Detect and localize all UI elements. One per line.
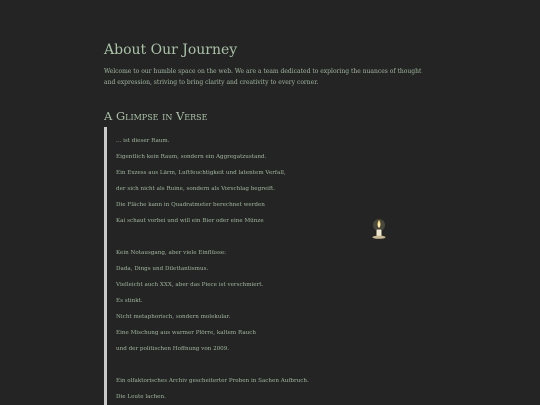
verse-line: Ein olfaktorisches Archiv gescheiterter Proben in Sachen Aufbruch.	[116, 378, 309, 384]
verse-line: Nicht metaphorisch, sondern molekular.	[116, 314, 231, 320]
verse-line: Kein Notausgang, aber viele Einflüsse:	[116, 250, 227, 256]
verse-line: und der politischen Hoffnung von 2009.	[116, 346, 230, 352]
verse-line-blank	[116, 229, 407, 245]
verse-section-title: A Glimpse in Verse	[104, 109, 208, 123]
verse-line: Die Leute lachen.	[116, 394, 166, 400]
verse-line: Eigentlich kein Raum, sondern ein Aggregatzustand.	[116, 154, 267, 160]
verse-line: Eine Mischung aus warmer Plörre, kaltem Rauch	[116, 330, 257, 336]
candle-icon	[370, 218, 388, 240]
verse-blockquote	[104, 127, 407, 405]
verse-line: Vielleicht auch XXX, aber das Piece ist verschmiert.	[116, 282, 264, 288]
verse-line: der sich nicht als Ruine, sondern als Vorschlag begreift.	[116, 186, 276, 192]
about-text: Welcome to our humble space on the web. We are a team dedicated to exploring the nuances of thought and expression, striving to bring clarity and creativity to every corner.	[104, 68, 422, 86]
verse-line: Dada, Dings und Dilettantismus.	[116, 266, 209, 272]
verse-line: Kai schaut vorbei und will ein Bier oder eine Münze	[116, 218, 264, 224]
verse-line: Es stinkt.	[116, 298, 143, 304]
verse-line-blank	[116, 357, 407, 373]
verse-line: Die Fläche kann in Quadratmeter berechnet werden	[116, 202, 265, 208]
verse-line: Ein Exzess aus Lärm, Luftfeuchtigkeit und latentem Verfall,	[116, 170, 286, 176]
verse-lines	[107, 127, 407, 405]
about-title: About Our Journey	[104, 42, 238, 58]
verse-line: ... ist dieser Raum.	[116, 138, 170, 144]
